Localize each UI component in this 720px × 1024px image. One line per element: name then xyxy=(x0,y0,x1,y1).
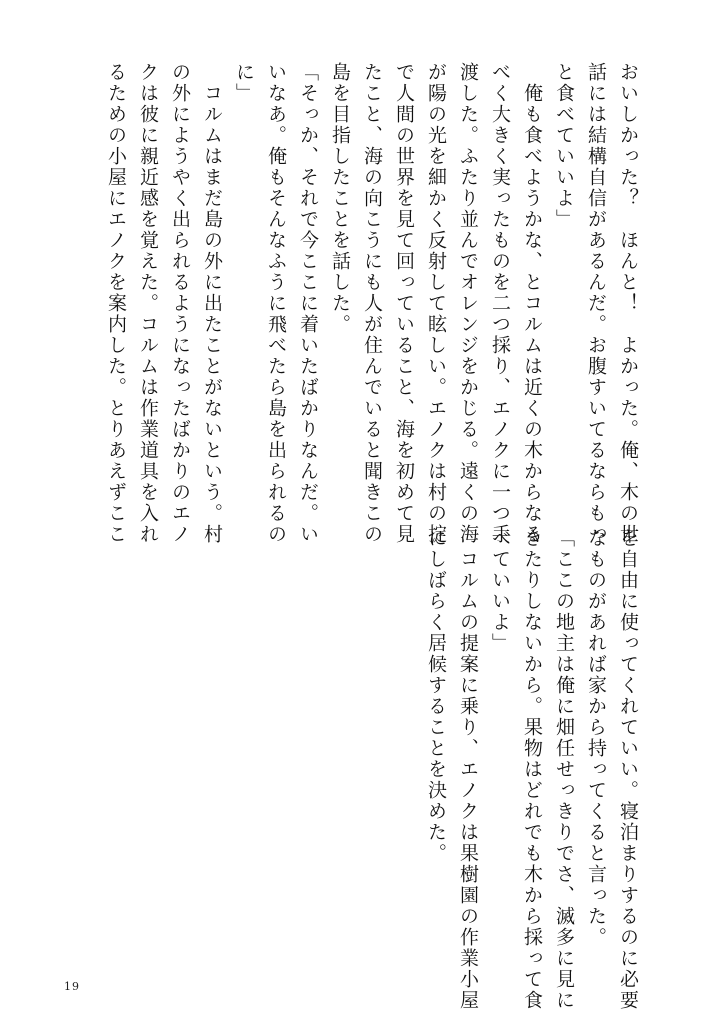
body-text-top xyxy=(100,62,644,545)
text-line: と食べていいよ」 xyxy=(553,62,575,230)
text-line: クは彼に親近感を覚えた。コルムは作業道具を入れ xyxy=(137,62,159,545)
text-line: おいしかった？ ほんと！ よかった。俺、木の世 xyxy=(617,62,639,545)
text-line: コルムはまだ島の外に出たことがないという。村 xyxy=(201,62,223,545)
text-line: を自由に使ってくれていい。寝泊まりするのに必要 xyxy=(617,528,639,1011)
text-line: 話には結構自信があるんだ。お腹すいてるならもっ xyxy=(585,62,607,545)
text-line: 「そっか、それで今ここに着いたばかりなんだ。い xyxy=(297,62,319,545)
text-line: の外にようやく出られるようになったばかりのエノ xyxy=(169,62,191,545)
body-text-bottom xyxy=(420,528,644,1011)
text-line: 「ここの地主は俺に畑任せっきりでさ、滅多に見に xyxy=(553,528,575,1011)
text-line: なものがあれば家から持ってくると言った。 xyxy=(585,528,607,948)
text-line: きたりしないから。果物はどれでも木から採って食 xyxy=(521,528,543,1011)
text-line: べていいよ」 xyxy=(489,528,511,654)
text-line: に」 xyxy=(233,62,255,104)
text-line: コルムの提案に乗り、エノクは果樹園の作業小屋 xyxy=(457,528,479,1011)
text-line: 俺も食べようかな、とコルムは近くの木からなる xyxy=(521,62,543,545)
text-line: で人間の世界を見て回っていること、海を初めて見 xyxy=(393,62,415,545)
text-line: たこと、海の向こうにも人が住んでいると聞きこの xyxy=(361,62,383,545)
text-line: いなあ。俺もそんなふうに飛べたら島を出られるの xyxy=(265,62,287,545)
text-line: べく大きく実ったものを二つ採り、エノクに一つ手 xyxy=(489,62,511,545)
page-number: 19 xyxy=(64,980,80,993)
text-line: にしばらく居候することを決めた。 xyxy=(425,528,447,864)
text-line: るための小屋にエノクを案内した。とりあえずここ xyxy=(105,62,127,545)
text-line: 島を目指したことを話した。 xyxy=(329,62,351,335)
text-line: が陽の光を細かく反射して眩しい。エノクは村の掟 xyxy=(425,62,447,545)
text-line: 渡した。ふたり並んでオレンジをかじる。遠くの海 xyxy=(457,62,479,545)
